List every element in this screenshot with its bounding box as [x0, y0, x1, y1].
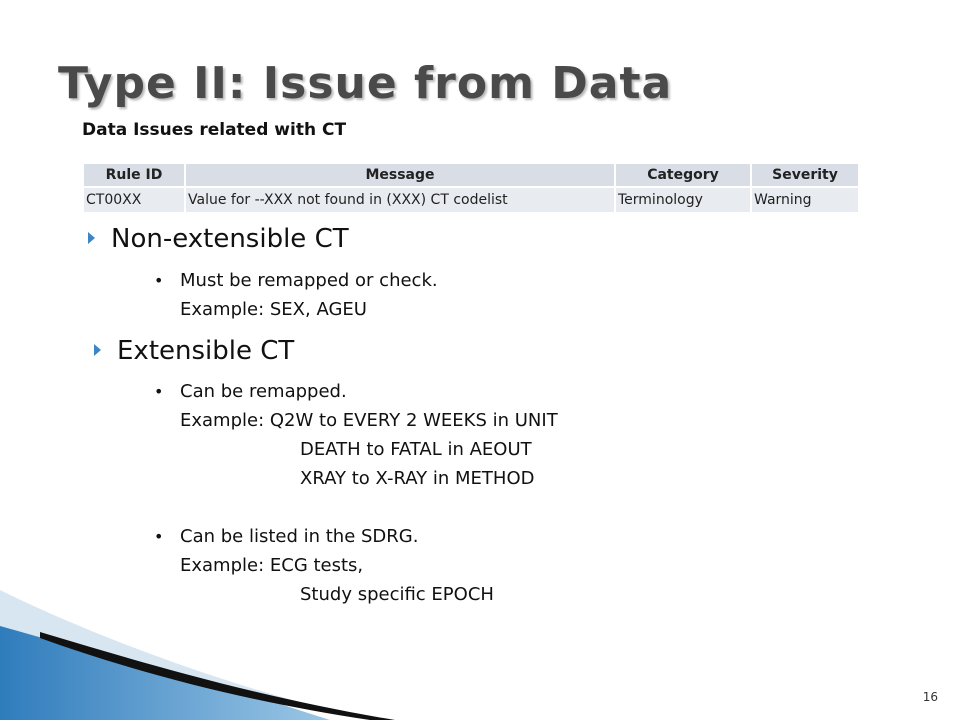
header-message: Message	[186, 164, 614, 186]
table-row	[84, 188, 858, 212]
bullet-item	[154, 377, 558, 493]
bullet-line: Study specific EPOCH	[300, 584, 494, 605]
bullet-line: Can be listed in the SDRG.	[180, 526, 419, 547]
bullet-line: Example: SEX, AGEU	[180, 299, 367, 320]
page-number: 16	[922, 690, 938, 704]
bullet-item	[154, 266, 438, 324]
table-header-row	[84, 164, 858, 186]
bullet-line: Example: Q2W to EVERY 2 WEEKS in UNIT	[180, 410, 558, 431]
arrow-bullet-icon	[88, 232, 95, 244]
ct-rules-table	[82, 162, 860, 214]
cell-message: Value for --XXX not found in (XXX) CT codelist	[186, 188, 614, 212]
cell-rule-id: CT00XX	[84, 188, 184, 212]
section-heading-label: Extensible CT	[117, 336, 295, 366]
bullet-line: XRAY to X-RAY in METHOD	[300, 468, 535, 489]
bullet-line: Must be remapped or check.	[180, 270, 438, 291]
dot-bullet-icon: •	[154, 382, 164, 401]
cell-severity: Warning	[752, 188, 858, 212]
slide-subtitle: Data Issues related with CT	[82, 120, 347, 140]
dot-bullet-icon: •	[154, 527, 164, 546]
corner-swoosh-decoration	[0, 590, 420, 720]
header-severity: Severity	[752, 164, 858, 186]
bullet-line: Can be remapped.	[180, 381, 347, 402]
arrow-bullet-icon	[94, 344, 101, 356]
header-category: Category	[616, 164, 750, 186]
section-heading-non-extensible	[88, 224, 349, 254]
bullet-line: Example: ECG tests,	[180, 555, 364, 576]
section-heading-label: Non-extensible CT	[111, 224, 349, 254]
cell-category: Terminology	[616, 188, 750, 212]
section-heading-extensible	[94, 336, 294, 366]
header-rule-id: Rule ID	[84, 164, 184, 186]
dot-bullet-icon: •	[154, 271, 164, 290]
bullet-line: DEATH to FATAL in AEOUT	[300, 439, 532, 460]
slide-title: Type II: Issue from Data	[58, 58, 673, 109]
